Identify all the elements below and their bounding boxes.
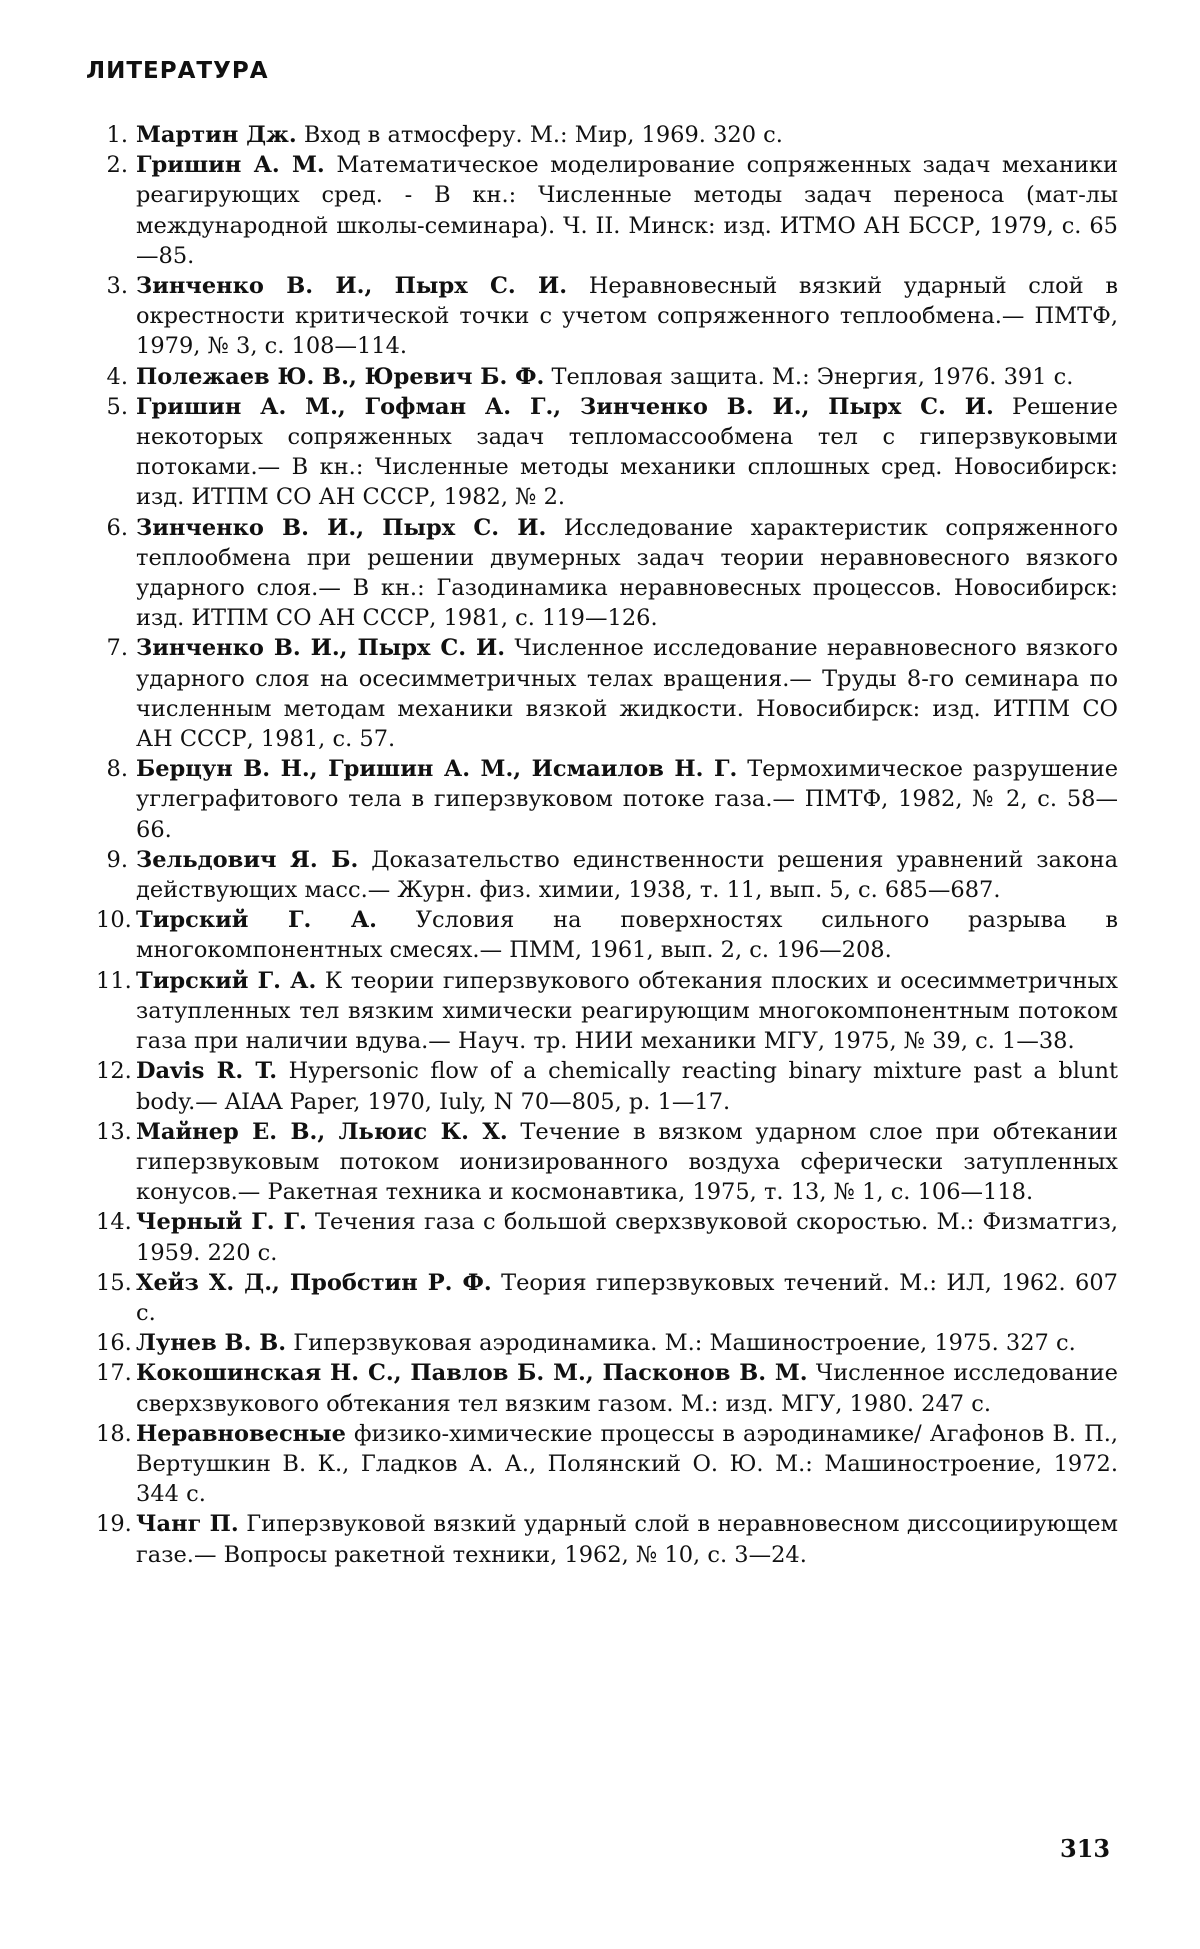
reference-text: Течения газа с большой сверхзвуковой скоростью. М.: Физматгиз, 1959. 220 с. <box>136 1209 1118 1266</box>
reference-item <box>96 905 1118 965</box>
reference-authors: Тирский Г. А. <box>136 907 377 934</box>
reference-authors: Черный Г. Г. <box>136 1209 307 1236</box>
reference-item <box>96 1358 1118 1418</box>
reference-item <box>96 754 1118 845</box>
reference-number: 7. <box>106 635 128 662</box>
reference-text: Течение в вязком ударном слое при обтекании гиперзвуковым потоком ионизированного воздуха сферически затупленных конусов.— Ракетная техника и космонавтика, 1975, т. 13, № 1, с. 106—118. <box>136 1118 1119 1206</box>
reference-text: Гиперзвуковая аэродинамика. М.: Машиностроение, 1975. 327 с. <box>293 1330 1076 1357</box>
reference-authors: Тирский Г. А. <box>136 967 317 994</box>
reference-number: 2. <box>106 152 128 179</box>
reference-number: 17. <box>96 1360 132 1387</box>
reference-item <box>96 120 1118 150</box>
reference-authors: Зинченко В. И., Пырх С. И. <box>136 635 506 662</box>
reference-number: 5. <box>106 393 128 420</box>
reference-number: 18. <box>96 1420 132 1447</box>
reference-item <box>96 513 1118 634</box>
reference-item <box>96 150 1118 271</box>
reference-number: 11. <box>96 967 132 994</box>
reference-text: Вход в атмосферу. М.: Мир, 1969. 320 с. <box>303 122 783 148</box>
reference-authors: Кокошинская Н. С., Павлов Б. М., Пасконов В. М. <box>136 1360 808 1387</box>
reference-authors: Хейз Х. Д., Пробстин Р. Ф. <box>136 1269 492 1296</box>
reference-number: 8. <box>106 756 128 783</box>
reference-item <box>96 1509 1118 1569</box>
reference-number: 12. <box>96 1058 132 1085</box>
reference-item <box>96 271 1118 362</box>
reference-authors: Гришин А. М., Гофман А. Г., Зинченко В. И., Пырх С. И. <box>136 393 994 420</box>
reference-text: Термохимическое разрушение углеграфитового тела в гиперзвуковом потоке газа.— ПМТФ, 1982, № 2, с. 58—66. <box>136 756 1119 843</box>
reference-text: Исследование характеристик сопряженного теплообмена при решении двумерных задач теории неравновесного вязкого ударного слоя.— В кн.: Газодинамика неравновесных процессов. Новосибирск: изд. ИТПМ СО АН СССР, 1981, с. 119—126. <box>136 514 1118 632</box>
reference-authors: Зельдович Я. Б. <box>136 846 359 873</box>
reference-number: 15. <box>96 1269 132 1296</box>
reference-authors: Гришин А. М. <box>136 152 325 179</box>
reference-item <box>96 362 1118 392</box>
reference-number: 1. <box>106 122 128 148</box>
reference-number: 14. <box>96 1209 132 1236</box>
reference-text: Гиперзвуковой вязкий ударный слой в неравновесном диссоциирующем газе.— Вопросы ракетной техники, 1962, № 10, с. 3—24. <box>136 1511 1119 1568</box>
reference-text: Неравновесный вязкий ударный слой в окрестности критической точки с учетом сопряженного теплообмена.— ПМТФ, 1979, № 3, с. 108—114. <box>136 273 1118 360</box>
reference-authors: Мартин Дж. <box>136 122 297 148</box>
reference-authors: Чанг П. <box>136 1511 239 1538</box>
reference-authors: Зинченко В. И., Пырх С. И. <box>136 273 568 300</box>
reference-authors: Davis R. T. <box>136 1058 278 1085</box>
reference-number: 4. <box>106 363 128 390</box>
reference-text: Решение некоторых сопряженных задач тепломассообмена тел с гиперзвуковыми потоками.— В кн.: Численные методы механики сплошных сред. Новосибирск: изд. ИТПМ СО АН СССР, 1982, № 2. <box>136 393 1118 511</box>
reference-text: Теория гиперзвуковых течений. М.: ИЛ, 1962. 607 с. <box>136 1269 1118 1326</box>
reference-text: Тепловая защита. М.: Энергия, 1976. 391 с. <box>551 363 1074 390</box>
reference-text: Математическое моделирование сопряженных задач механики реагирующих сред. - В кн.: Численные методы задач переноса (мат-лы международной школы-семинара). Ч. II. Минск: изд. ИТМО АН БССР, 1979, с. 65—85. <box>136 152 1119 269</box>
reference-item <box>96 1117 1118 1208</box>
reference-number: 10. <box>96 907 132 934</box>
reference-authors: Неравновесные <box>136 1420 346 1447</box>
reference-number: 16. <box>96 1330 132 1357</box>
reference-number: 19. <box>96 1511 132 1538</box>
reference-text: Численное исследование сверхзвукового обтекания тел вязким газом. М.: изд. МГУ, 1980. 247 с. <box>136 1360 1118 1417</box>
reference-item <box>96 1207 1118 1267</box>
reference-item <box>96 966 1118 1057</box>
reference-item <box>96 1056 1118 1116</box>
reference-authors: Полежаев Ю. В., Юревич Б. Ф. <box>136 363 545 390</box>
reference-item <box>96 392 1118 513</box>
reference-text: Условия на поверхностях сильного разрыва в многокомпонентных смесях.— ПММ, 1961, вып. 2, с. 196—208. <box>136 907 1118 964</box>
reference-item <box>96 633 1118 754</box>
page-number: 313 <box>1060 1834 1111 1863</box>
reference-authors: Лунев В. В. <box>136 1330 287 1357</box>
reference-authors: Майнер Е. В., Льюис К. Х. <box>136 1118 508 1145</box>
reference-text: Hypersonic flow of a chemically reacting binary mixture past a blunt body.— AIAA Paper, 1970, Iuly, N 70—805, p. 1—17. <box>136 1058 1118 1115</box>
reference-number: 3. <box>106 273 128 300</box>
reference-text: физико-химические процессы в аэродинамике/ Агафонов В. П., Вертушкин В. К., Гладков А. А., Полянский О. Ю. М.: Машиностроение, 1972. 344 с. <box>136 1420 1118 1508</box>
reference-text: Доказательство единственности решения уравнений закона действующих масс.— Журн. физ. химии, 1938, т. 11, вып. 5, с. 685—687. <box>136 846 1118 904</box>
reference-item <box>96 1268 1118 1328</box>
reference-list <box>96 120 1118 1570</box>
reference-authors: Берцун В. Н., Гришин А. М., Исмаилов Н. Г. <box>136 756 738 783</box>
reference-number: 13. <box>96 1118 132 1145</box>
page-title: ЛИТЕРАТУРА <box>86 58 269 84</box>
reference-item <box>96 1328 1118 1358</box>
reference-text: К теории гиперзвукового обтекания плоских и осесимметричных затупленных тел вязким химически реагирующим многокомпонентным потоком газа при наличии вдува.— Науч. тр. НИИ механики МГУ, 1975, № 39, с. 1—38. <box>136 967 1118 1055</box>
reference-number: 9. <box>106 846 128 873</box>
reference-item <box>96 845 1118 905</box>
reference-text: Численное исследование неравновесного вязкого ударного слоя на осесимметричных телах вращения.— Труды 8-го семинара по численным методам механики вязкой жидкости. Новосибирск: изд. ИТПМ СО АН СССР, 1981, с. 57. <box>136 635 1118 753</box>
reference-authors: Зинченко В. И., Пырх С. И. <box>136 514 547 541</box>
reference-item <box>96 1419 1118 1510</box>
reference-number: 6. <box>106 514 128 541</box>
